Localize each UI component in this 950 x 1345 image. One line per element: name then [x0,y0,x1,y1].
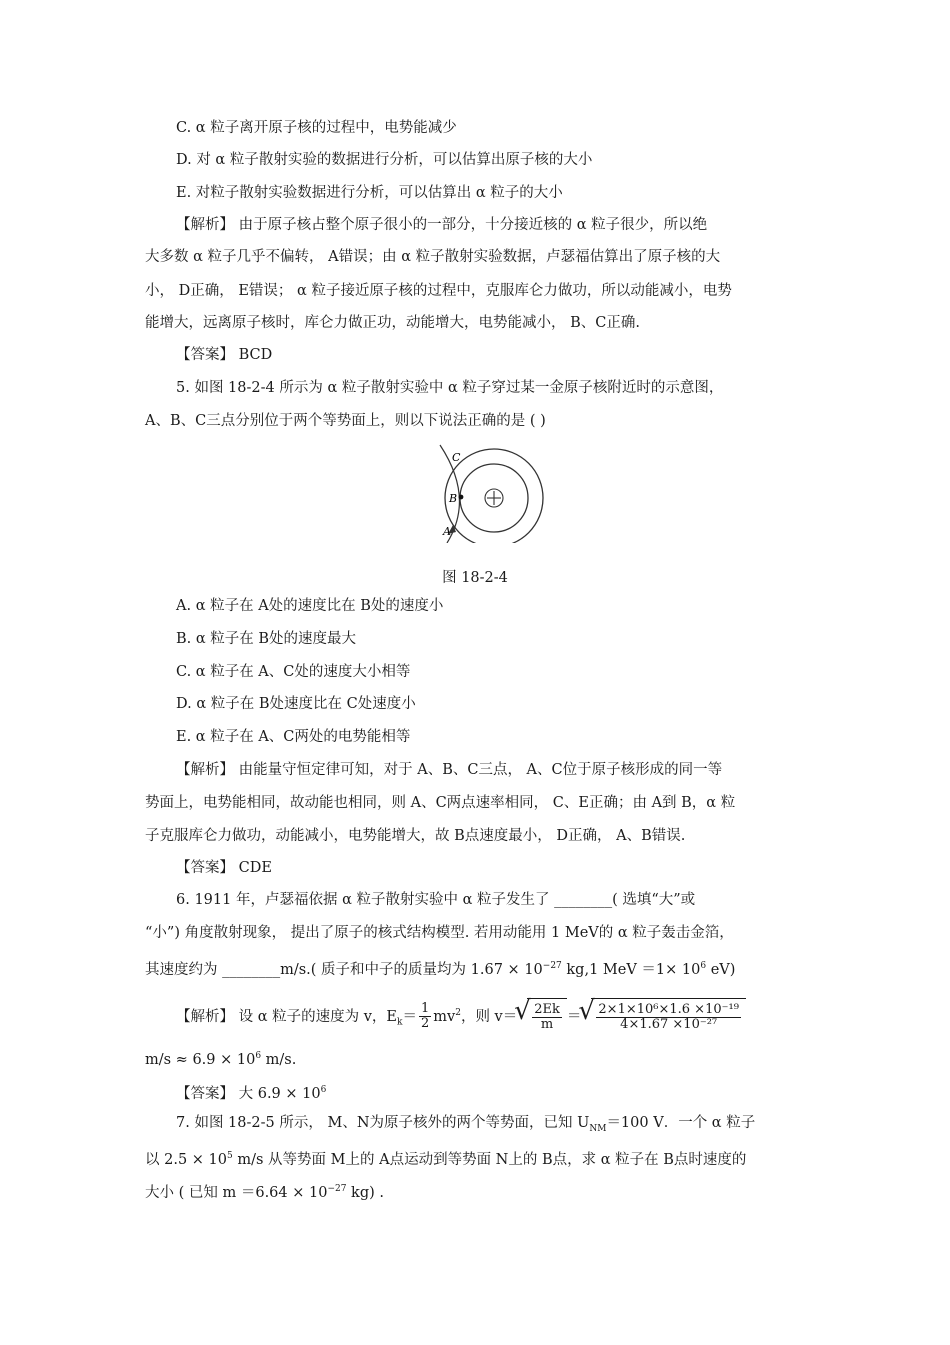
analysis-2-line-2: 势面上，电势能相同，故动能也相同，则 A、C两点速率相同， C、E正确；由 A到 B，α 粒 [145,795,736,811]
question-7-line-3: 大小 ( 已知 $m =6.64 \times 10^{-27}$ kg) . [145,1184,385,1201]
option-c: C. α 粒子离开原子核的过程中，电势能减少 [176,120,457,136]
question-5-line-1: 5. 如图 18-2-4 所示为 α 粒子散射实验中 α 粒子穿过某一金原子核附近时的示意图， [176,380,724,396]
scattering-diagram [435,443,555,543]
option-d: D. 对 α 粒子散射实验的数据进行分析，可以估算出原子核的大小 [176,152,593,168]
analysis-1-line-1: 【解析】 由于原子核占整个原子很小的一部分，十分接近核的 α 粒子很少，所以绝 [176,217,708,233]
analysis-2-line-3: 子克服库仑力做功，动能减小，电势能增大，故 B点速度最小， D正确， A、B错误. [145,828,686,844]
question-6-line-1: 6. 1911 年，卢瑟福依据 α 粒子散射实验中 α 粒子发生了 ________( 选填“大”或 [176,892,696,908]
question-7-line-2: 以 $2.5 \times 10^5$ m/s 从等势面 M上的 A点运动到等势面 N上的 B点，求 α 粒子在 B点时速度的 [145,1151,747,1168]
option-e: E. 对粒子散射实验数据进行分析，可以估算出 α 粒子的大小 [176,185,563,201]
analysis-1-line-3: 小， D正确， E错误； α 粒子接近原子核的过程中，克服库仑力做功，所以动能减小，电势 [145,283,732,299]
q5-option-a: A. α 粒子在 A处的速度比在 B处的速度小 [176,598,444,614]
question-5-line-2: A、B、C三点分别位于两个等势面上，则以下说法正确的是 ( ) [145,413,546,429]
point-b [459,495,464,500]
question-7-line-1: 7. 如图 18-2-5 所示， M、N为原子核外的两个等势面，已知 $U_{NM}=100$ V．一个 α 粒子 [176,1115,756,1134]
answer-2: 【答案】 CDE [176,860,272,876]
answer-1: 【答案】 BCD [176,347,273,363]
question-6-line-3: 其速度约为 ________m/s.( 质子和中子的质量均为 $1.67 \times 10^{-27}$ kg,1 MeV $=1\times 10^6$ eV) [145,961,736,978]
analysis-2-line-1: 【解析】 由能量守恒定律可知，对于 A、B、C三点， A、C位于原子核形成的同一等 [176,762,723,778]
q5-option-d: D. α 粒子在 B处速度比在 C处速度小 [176,696,416,712]
label-a: A [443,525,451,538]
label-b: B [449,492,458,505]
q5-option-c: C. α 粒子在 A、C处的速度大小相等 [176,664,411,680]
analysis-3-formula: 【解析】 设 α 粒子的速度为 v，$E_k=$ $\frac{1}{2}$ $mv^2$，则 v＝ √ $\frac{2Ek}{m}$ ＝ √ $\frac{\text{2×1×10⁶×1.6 ×10⁻¹⁹}}{\text{4×1.67 ×10⁻²⁷}}$ [176,995,856,1041]
q5-option-e: E. α 粒子在 A、C两处的电势能相等 [176,729,411,745]
figure-caption: 图 18-2-4 [442,570,508,586]
q5-option-b: B. α 粒子在 B处的速度最大 [176,631,357,647]
label-c: C [452,451,461,464]
analysis-1-line-4: 能增大，远离原子核时，库仑力做正功，动能增大，电势能减小， B、C正确. [145,315,640,331]
answer-3: 【答案】 大 $6.9 \times 10^6$ [176,1085,327,1102]
question-6-line-2: “小”) 角度散射现象， 提出了原子的核式结构模型. 若用动能用 1 MeV的 α 粒子轰击金箔， [145,925,734,941]
analysis-3-result: $m/s \approx 6.9 \times 10^6$ m/s. [145,1051,297,1068]
analysis-1-line-2: 大多数 α 粒子几乎不偏转， A错误；由 α 粒子散射实验数据，卢瑟福估算出了原子核的大 [145,249,721,265]
